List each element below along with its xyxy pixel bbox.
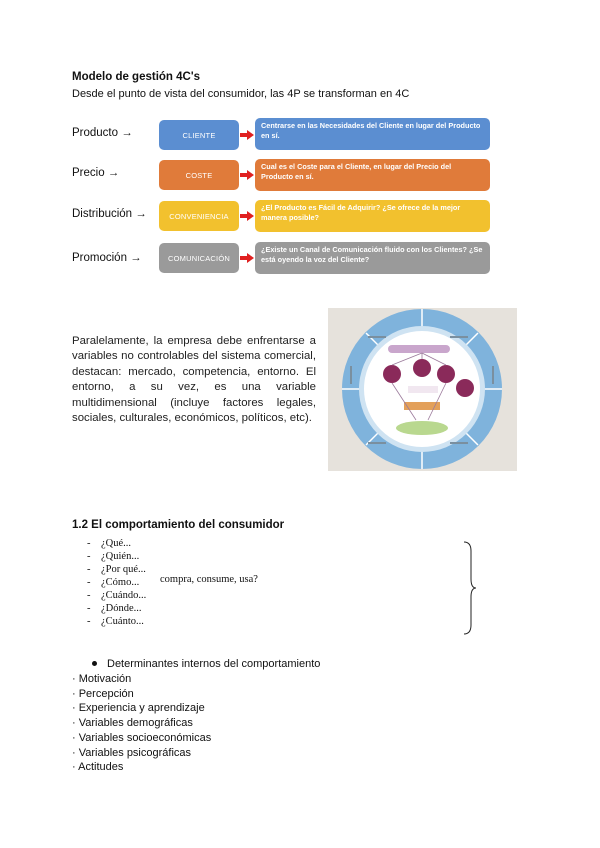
list-item: - ¿Cuánto... [87,615,146,628]
paragraph-entorno: Paralelamente, la empresa debe enfrentarse a variables no controlables del sistema comercial, destacan: mercado, competencia, entorno. El entorno, a su vez, es una variable multidimensional (incluye factores legales, sociales, culturales, económicos, políticos, etc). [72,335,316,425]
list-item: · Variables demográficas [72,717,193,730]
right-brace-icon [462,541,478,635]
pill-comunicacion: COMUNICACIÓN [159,243,239,273]
arrow-right-icon [240,170,254,180]
questions-suffix: compra, consume, usa? [160,574,258,585]
row-label-distribucion: Distribución → [72,208,147,220]
bullet-icon [92,661,97,666]
list-item: · Variables psicográficas [72,746,192,759]
pill-conveniencia: CONVENIENCIA [159,201,239,231]
list-item: - ¿Dónde... [87,602,146,615]
pill-coste: COSTE [159,160,239,190]
section-heading: 1.2 El comportamiento del consumidor [72,519,285,531]
list-item: · Motivación [72,673,132,685]
list-item: · Experiencia y aprendizaje [72,702,205,715]
desc-coste: Cual es el Coste para el Cliente, en lugar del Precio del Producto en sí. [255,159,490,191]
bullet-determinantes [92,658,320,670]
list-item: · Actitudes [72,761,124,774]
environment-diagram [328,308,517,471]
row-label-precio: Precio → [72,167,120,179]
desc-conveniencia: ¿El Producto es Fácil de Adquirir? ¿Se ofrece de la mejor manera posible? [255,200,490,232]
arrow-right-icon [240,211,254,221]
page-subtitle: Desde el punto de vista del consumidor, las 4P se transforman en 4C [72,88,410,100]
desc-cliente: Centrarse en las Necesidades del Cliente en lugar del Producto en sí. [255,118,490,150]
arrow-right-icon [240,130,254,140]
list-item: - ¿Qué... [87,537,146,550]
desc-comunicacion: ¿Existe un Canal de Comunicación fluido con los Clientes? ¿Se está oyendo la voz del Cliente? [255,242,490,274]
pill-cliente: CLIENTE [159,120,239,150]
internal-factors-list [72,672,211,775]
list-item: - ¿Cuándo... [87,589,146,602]
list-item: · Percepción [72,687,134,700]
page-title: Modelo de gestión 4C's [72,71,200,83]
bullet-text: Determinantes internos del comportamiento [107,658,321,670]
arrow-right-icon [240,253,254,263]
question-list [87,537,146,628]
list-item: - ¿Cómo... [87,576,146,589]
list-item: · Variables socioeconómicas [72,731,212,744]
row-label-producto: Producto → [72,127,133,139]
row-label-promocion: Promoción → [72,252,142,264]
list-item: - ¿Quién... [87,550,146,563]
list-item: - ¿Por qué... [87,563,146,576]
